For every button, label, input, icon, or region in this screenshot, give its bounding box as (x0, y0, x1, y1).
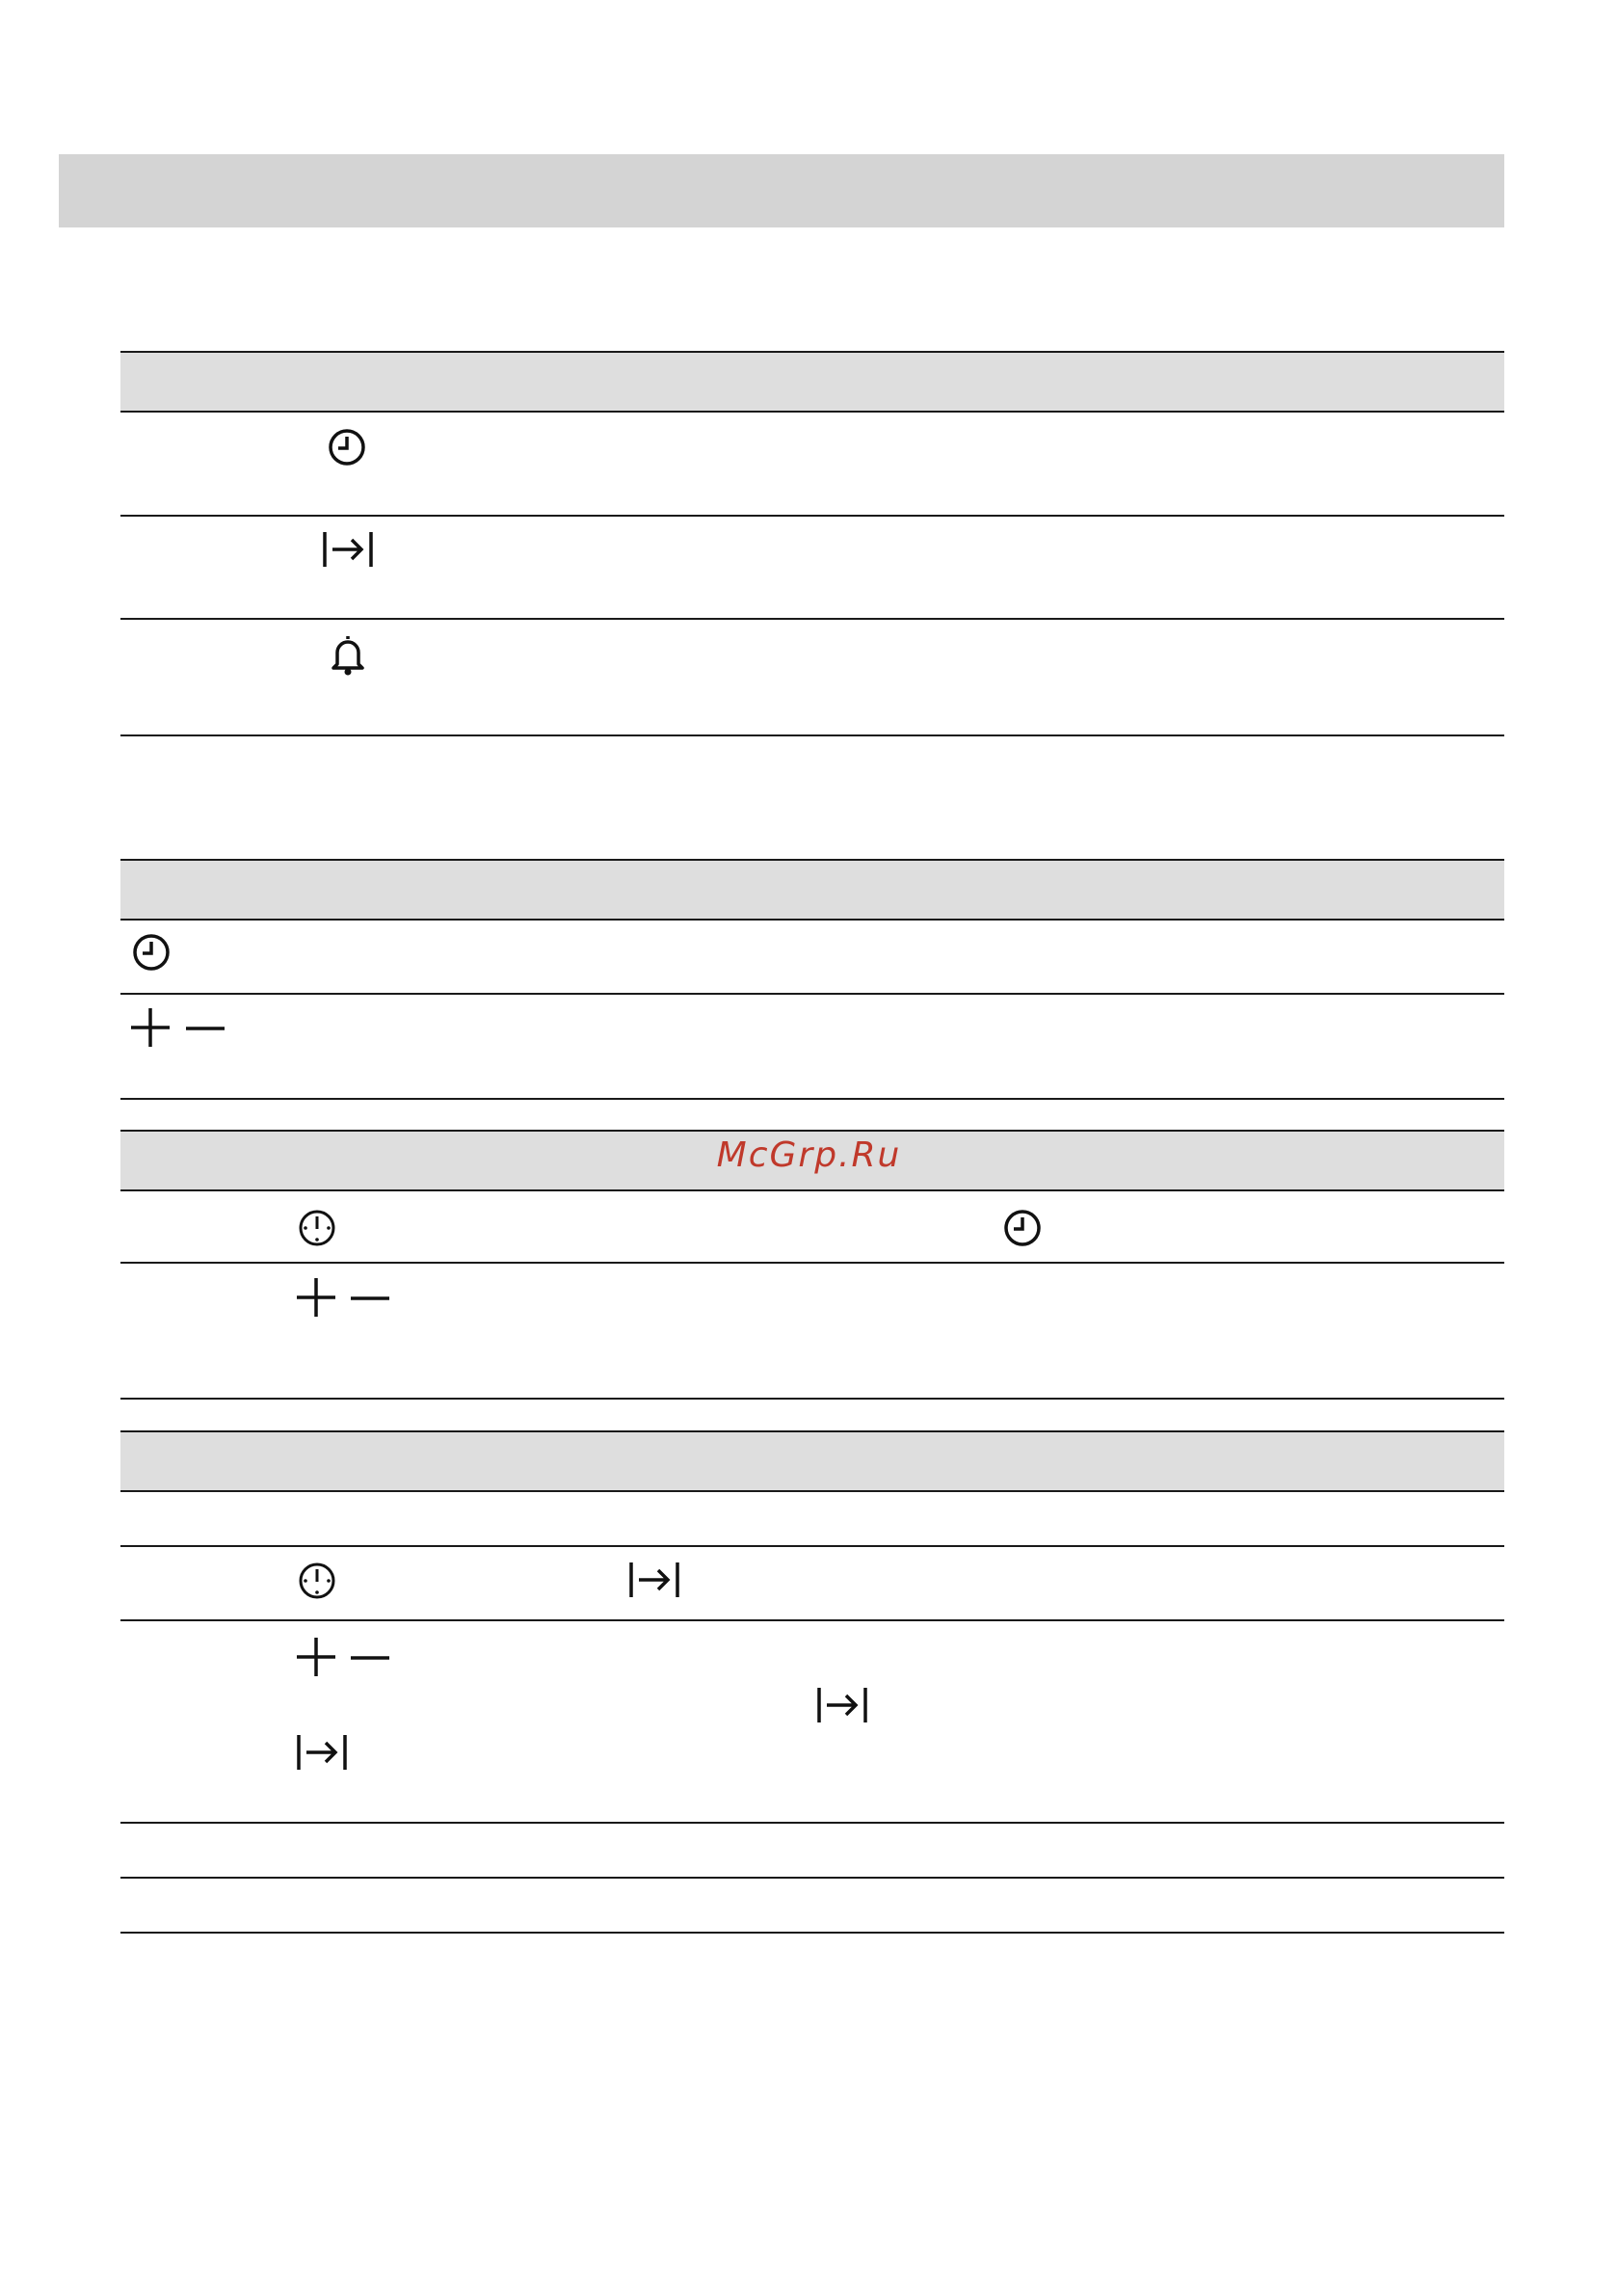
table1-row-rule (120, 515, 1504, 517)
table3-row-rule (120, 1262, 1504, 1264)
watermark-text: McGrp.Ru (716, 1135, 902, 1175)
clock-icon (1001, 1207, 1044, 1249)
clock-icon (130, 931, 172, 974)
minus-icon (184, 1026, 226, 1031)
plus-icon (295, 1276, 337, 1319)
table3-bottom-rule (120, 1398, 1504, 1400)
table1-header-row (120, 353, 1504, 411)
table4-row-rule (120, 1822, 1504, 1824)
minus-icon (349, 1295, 391, 1301)
table2-header-rule (120, 919, 1504, 921)
table2-row-rule (120, 993, 1504, 995)
end-time-arrow-icon (814, 1684, 870, 1726)
table2-header-row (120, 861, 1504, 919)
plus-icon (129, 1006, 172, 1049)
end-time-arrow-icon (320, 528, 376, 571)
function-clock-icon (297, 1208, 337, 1248)
table4-row-rule (120, 1877, 1504, 1879)
table4-bottom-rule (120, 1932, 1504, 1934)
table4-header-rule (120, 1490, 1504, 1492)
table2-bottom-rule (120, 1098, 1504, 1100)
table4-row-rule (120, 1619, 1504, 1621)
end-time-arrow-icon (626, 1559, 682, 1601)
section-header-band (59, 154, 1504, 227)
table1-bottom-rule (120, 734, 1504, 736)
minus-icon (349, 1655, 391, 1661)
table3-header-rule (120, 1189, 1504, 1191)
clock-icon (326, 426, 368, 468)
table4-row-rule (120, 1545, 1504, 1547)
plus-icon (295, 1636, 337, 1678)
table4-header-row (120, 1432, 1504, 1490)
end-time-arrow-icon (294, 1731, 350, 1774)
function-clock-icon (297, 1561, 337, 1601)
table1-row-rule (120, 618, 1504, 620)
bell-icon (328, 632, 368, 677)
table1-header-rule (120, 411, 1504, 413)
